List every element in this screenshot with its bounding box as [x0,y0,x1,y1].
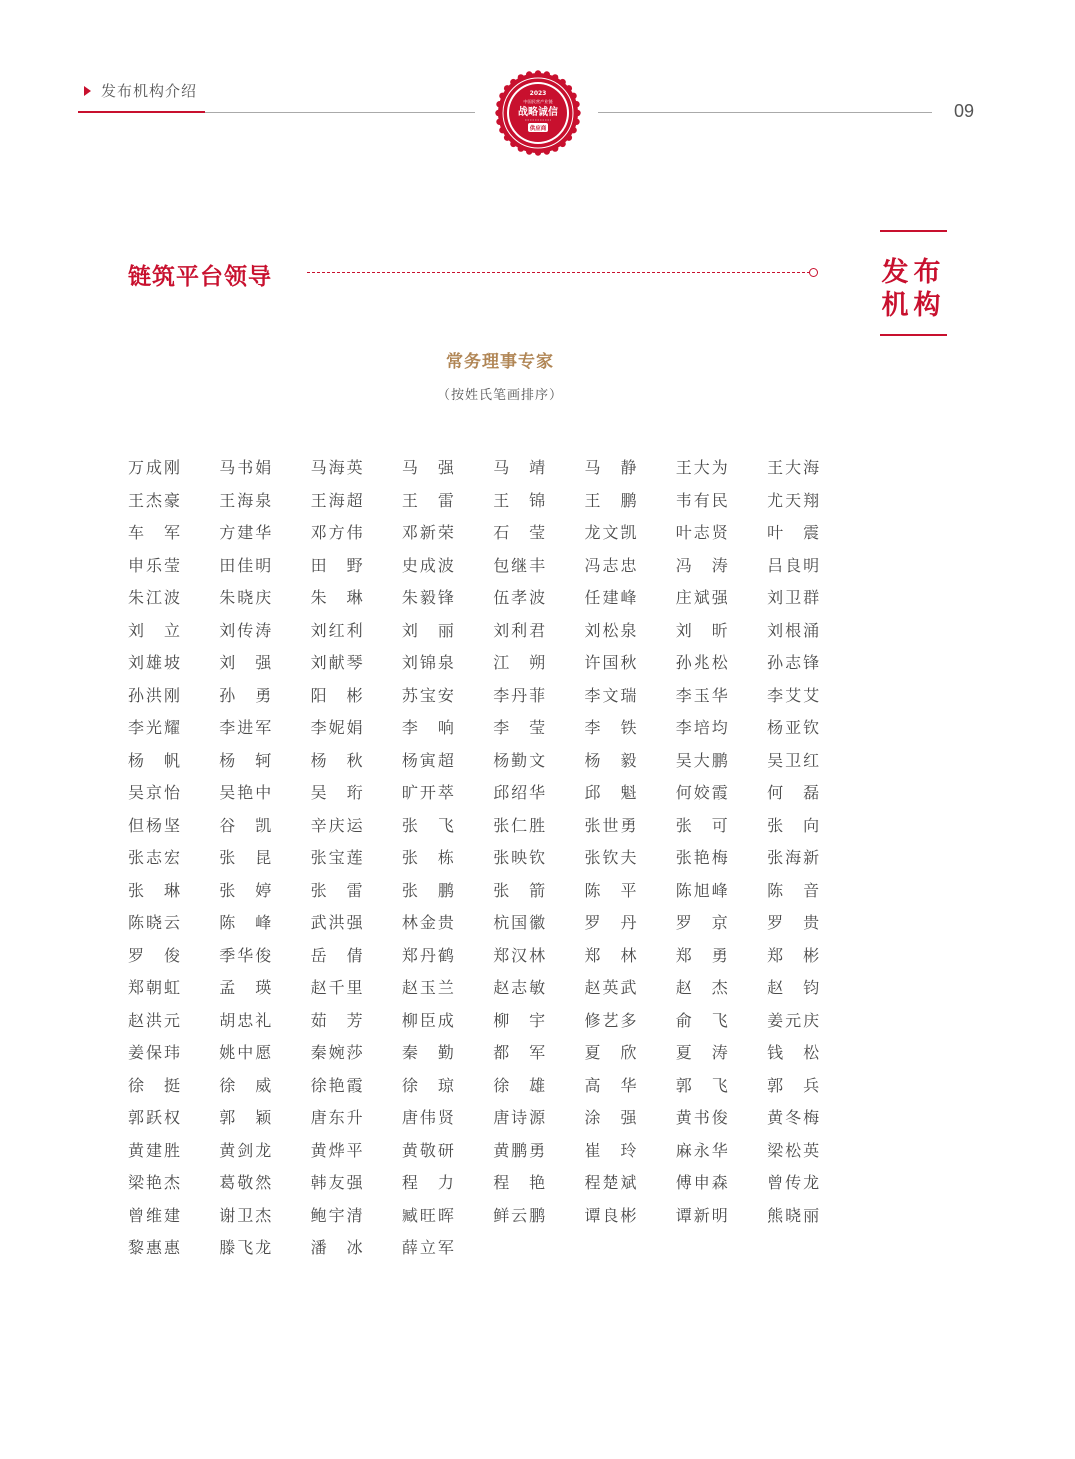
breadcrumb [84,80,197,101]
person-name: 高华 [584,1075,637,1095]
person-name: 黄敬研 [401,1140,454,1160]
person-name: 陈峰 [219,913,272,932]
person-name: 吴珩 [310,783,363,802]
dashed-rule-endpoint-icon [809,268,818,277]
person-name: 苏宝安 [401,685,454,705]
person-name: 唐诗源 [493,1108,546,1127]
person-name: 柳宇 [493,1010,546,1030]
person-name: 庄斌强 [675,588,728,607]
person-name: 谷凯 [219,815,272,835]
person-name: 夏涛 [675,1043,728,1062]
person-name: 黄建胜 [128,1140,180,1160]
person-name: 黄冬梅 [767,1108,820,1127]
person-name: 史成波 [401,555,454,575]
header-rule-left [205,112,475,113]
person-name: 孟瑛 [219,978,272,997]
person-name: 朱江波 [128,588,180,607]
person-name: 王杰豪 [128,490,180,510]
person-name: 杨寅超 [401,750,454,770]
person-name: 杨亚钦 [767,718,820,737]
person-name: 曾维建 [128,1205,180,1225]
person-name: 邓方伟 [310,523,363,542]
person-name: 马强 [401,458,454,477]
person-name: 崔玲 [584,1140,637,1160]
person-name: 张栋 [401,848,454,867]
person-name: 李进军 [219,718,272,737]
person-name: 刘红利 [310,620,363,640]
person-name: 张向 [767,815,820,835]
triangle-bullet-icon [84,86,91,96]
person-name: 张琳 [128,880,180,900]
person-name: 张昆 [219,848,272,867]
person-name: 辛庆运 [310,815,363,835]
person-name: 郭兵 [767,1075,820,1095]
person-name: 赵洪元 [128,1010,180,1030]
section-title-dashed-rule [307,272,810,273]
person-name: 张仁胜 [493,815,546,835]
person-name: 李文瑞 [584,685,637,705]
person-name: 王雷 [401,490,454,510]
person-name: 王海泉 [219,490,272,510]
section-side-tab [880,230,947,336]
person-name: 赵钧 [767,978,820,997]
person-name: 李响 [401,718,454,737]
person-name: 孙洪刚 [128,685,180,705]
person-name: 尤天翔 [767,490,820,510]
person-name: 陈音 [767,880,820,900]
person-name: 黄鹏勇 [493,1140,546,1160]
person-name: 张箭 [493,880,546,900]
person-name: 张世勇 [584,815,637,835]
person-name: 鲜云鹏 [493,1205,546,1225]
person-name: 李丹菲 [493,685,546,705]
person-name: 旷开萃 [401,783,454,802]
person-name: 修艺多 [584,1010,637,1030]
person-name: 陈平 [584,880,637,900]
person-name: 刘锦泉 [401,653,454,672]
person-name: 韩友强 [310,1173,363,1192]
person-name: 邓新荣 [401,523,454,542]
person-name: 黎惠惠 [128,1238,180,1257]
person-name: 葛敬然 [219,1173,272,1192]
person-name: 郑彬 [767,945,820,965]
person-name: 万成刚 [128,458,180,477]
names-grid [128,456,848,1269]
person-name: 赵志敏 [493,978,546,997]
person-name: 陈旭峰 [675,880,728,900]
person-name: 罗京 [675,913,728,932]
person-name: 夏欣 [584,1043,637,1062]
person-name: 朱毅锋 [401,588,454,607]
person-name: 李玉华 [675,685,728,705]
person-name: 方建华 [219,523,272,542]
person-name: 吴卫红 [767,750,820,770]
side-tab-line2: 机构 [881,290,946,321]
person-name: 杭国徽 [493,913,546,932]
person-name: 王锦 [493,490,546,510]
person-name: 秦婉莎 [310,1043,363,1062]
person-name: 赵英武 [584,978,637,997]
person-name: 程力 [401,1173,454,1192]
person-name: 姚中愿 [219,1043,272,1062]
person-name: 王海超 [310,490,363,510]
person-name: 阳彬 [310,685,363,705]
person-name: 邱魁 [584,783,637,802]
person-name: 王鹏 [584,490,637,510]
person-name: 武洪强 [310,913,363,932]
header-rule-right [598,112,932,113]
person-name: 朱晓庆 [219,588,272,607]
person-name: 张映钦 [493,848,546,867]
person-name: 赵玉兰 [401,978,454,997]
person-name: 韦有民 [675,490,728,510]
certification-seal-icon [495,70,581,156]
seal-year: 2023 [529,90,547,97]
person-name: 谢卫杰 [219,1205,272,1225]
person-name: 王大为 [675,458,728,477]
person-name: 杨帆 [128,750,180,770]
person-name: 梁松英 [767,1140,820,1160]
person-name: 林金贵 [401,913,454,932]
person-name: 刘传涛 [219,620,272,640]
person-name: 徐威 [219,1075,272,1095]
person-name: 王大海 [767,458,820,477]
person-name: 都军 [493,1043,546,1062]
person-name: 麻永华 [675,1140,728,1160]
person-name: 田佳明 [219,555,272,575]
person-name: 傅申森 [675,1173,728,1192]
seal-line1: 中国民营产业链 [523,99,553,104]
person-name: 刘昕 [675,620,728,640]
person-name: 何姣霞 [675,783,728,802]
person-name: 谭良彬 [584,1205,637,1225]
person-name: 但杨坚 [128,815,180,835]
person-name: 申乐莹 [128,555,180,575]
person-name: 马海英 [310,458,363,477]
person-name: 张雷 [310,880,363,900]
person-name: 何磊 [767,783,820,802]
side-tab-line1: 发布 [881,257,946,288]
person-name: 叶志贤 [675,523,728,542]
person-name: 唐东升 [310,1108,363,1127]
person-name: 唐伟贤 [401,1108,454,1127]
person-name: 吴大鹏 [675,750,728,770]
sort-note: （按姓氏笔画排序） [436,388,563,403]
person-name: 吴艳中 [219,783,272,802]
person-name: 罗丹 [584,913,637,932]
person-name: 徐挺 [128,1075,180,1095]
page-number: 09 [954,101,975,121]
person-name: 张海新 [767,848,820,867]
person-name: 郑勇 [675,945,728,965]
person-name: 姜元庆 [767,1010,820,1030]
person-name: 张鹏 [401,880,454,900]
person-name: 刘献琴 [310,653,363,672]
person-name: 杨轲 [219,750,272,770]
person-name: 潘冰 [310,1238,363,1257]
person-name: 季华俊 [219,945,272,965]
person-name: 滕飞龙 [219,1238,272,1257]
person-name: 李艾艾 [767,685,820,705]
person-name: 张艳梅 [675,848,728,867]
person-name: 龙文凯 [584,523,637,542]
breadcrumb-label: 发布机构介绍 [101,82,198,100]
person-name: 鲍宇清 [310,1205,363,1225]
person-name: 张婷 [219,880,272,900]
person-name: 曾传龙 [767,1173,820,1192]
person-name: 郑丹鹤 [401,945,454,965]
person-name: 张可 [675,815,728,835]
person-name: 刘立 [128,620,180,640]
person-name: 赵千里 [310,978,363,997]
person-name: 刘根涌 [767,620,820,640]
person-name: 刘雄坡 [128,653,180,672]
person-name: 郭跃权 [128,1108,180,1127]
person-name: 刘强 [219,653,272,672]
person-name: 罗俊 [128,945,180,965]
seal-line2: 战略诚信 [518,107,558,118]
person-name: 徐雄 [493,1075,546,1095]
person-name: 车军 [128,523,180,542]
person-name: 岳倩 [310,945,363,965]
person-name: 黄剑龙 [219,1140,272,1160]
person-name: 姜保玮 [128,1043,180,1062]
person-name: 刘松泉 [584,620,637,640]
person-name: 杨勤文 [493,750,546,770]
person-name: 李妮娟 [310,718,363,737]
person-name: 许国秋 [584,653,637,672]
person-name: 钱松 [767,1043,820,1062]
person-name: 程艳 [493,1173,546,1192]
person-name: 冯涛 [675,555,728,575]
person-name: 臧旺晖 [401,1205,454,1225]
person-name: 任建峰 [584,588,637,607]
person-name: 徐艳霞 [310,1075,363,1095]
person-name: 李光耀 [128,718,180,737]
person-name: 黄书俊 [675,1108,728,1127]
person-name: 郑林 [584,945,637,965]
person-name: 张飞 [401,815,454,835]
person-name: 陈晓云 [128,913,180,932]
person-name: 郑朝虹 [128,978,180,997]
person-name: 李铁 [584,718,637,737]
subsection-title: 常务理事专家 [446,352,554,372]
person-name: 刘卫群 [767,588,820,607]
person-name: 梁艳杰 [128,1173,180,1192]
person-name: 茹芳 [310,1010,363,1030]
section-title: 链筑平台领导 [128,264,272,290]
person-name: 吴京怡 [128,783,180,802]
person-name: 张钦夫 [584,848,637,867]
person-name: 孙兆松 [675,653,728,672]
person-name: 叶震 [767,523,820,542]
person-name: 李培均 [675,718,728,737]
person-name: 俞飞 [675,1010,728,1030]
person-name: 朱琳 [310,588,363,607]
person-name: 孙志锋 [767,653,820,672]
person-name: 石莹 [493,523,546,542]
person-name: 黄烨平 [310,1140,363,1160]
person-name: 张志宏 [128,848,180,867]
person-name: 程楚斌 [584,1173,637,1192]
person-name: 李莹 [493,718,546,737]
person-name: 马静 [584,458,637,477]
person-name: 罗贵 [767,913,820,932]
person-name: 刘丽 [401,620,454,640]
person-name: 秦勤 [401,1043,454,1062]
person-name: 郭飞 [675,1075,728,1095]
person-name: 杨秋 [310,750,363,770]
person-name: 郑汉林 [493,945,546,965]
person-name: 田野 [310,555,363,575]
person-name: 郭颖 [219,1108,272,1127]
person-name: 邱绍华 [493,783,546,802]
person-name: 马靖 [493,458,546,477]
person-name: 张宝莲 [310,848,363,867]
person-name: 江朔 [493,653,546,672]
person-name: 徐琼 [401,1075,454,1095]
person-name: 熊晓丽 [767,1205,820,1225]
seal-line3: 供应商 [529,126,547,132]
person-name: 吕良明 [767,555,820,575]
person-name: 冯志忠 [584,555,637,575]
person-name: 柳臣成 [401,1010,454,1030]
person-name: 谭新明 [675,1205,728,1225]
person-name: 马书娟 [219,458,272,477]
person-name: 胡忠礼 [219,1010,272,1030]
person-name: 薛立军 [401,1238,454,1257]
person-name: 刘利君 [493,620,546,640]
person-name: 杨毅 [584,750,637,770]
person-name: 孙勇 [219,685,272,705]
person-name: 包继丰 [493,555,546,575]
person-name: 赵杰 [675,978,728,997]
header-accent-rule [78,111,205,113]
person-name: 涂强 [584,1108,637,1127]
person-name: 伍孝波 [493,588,546,607]
